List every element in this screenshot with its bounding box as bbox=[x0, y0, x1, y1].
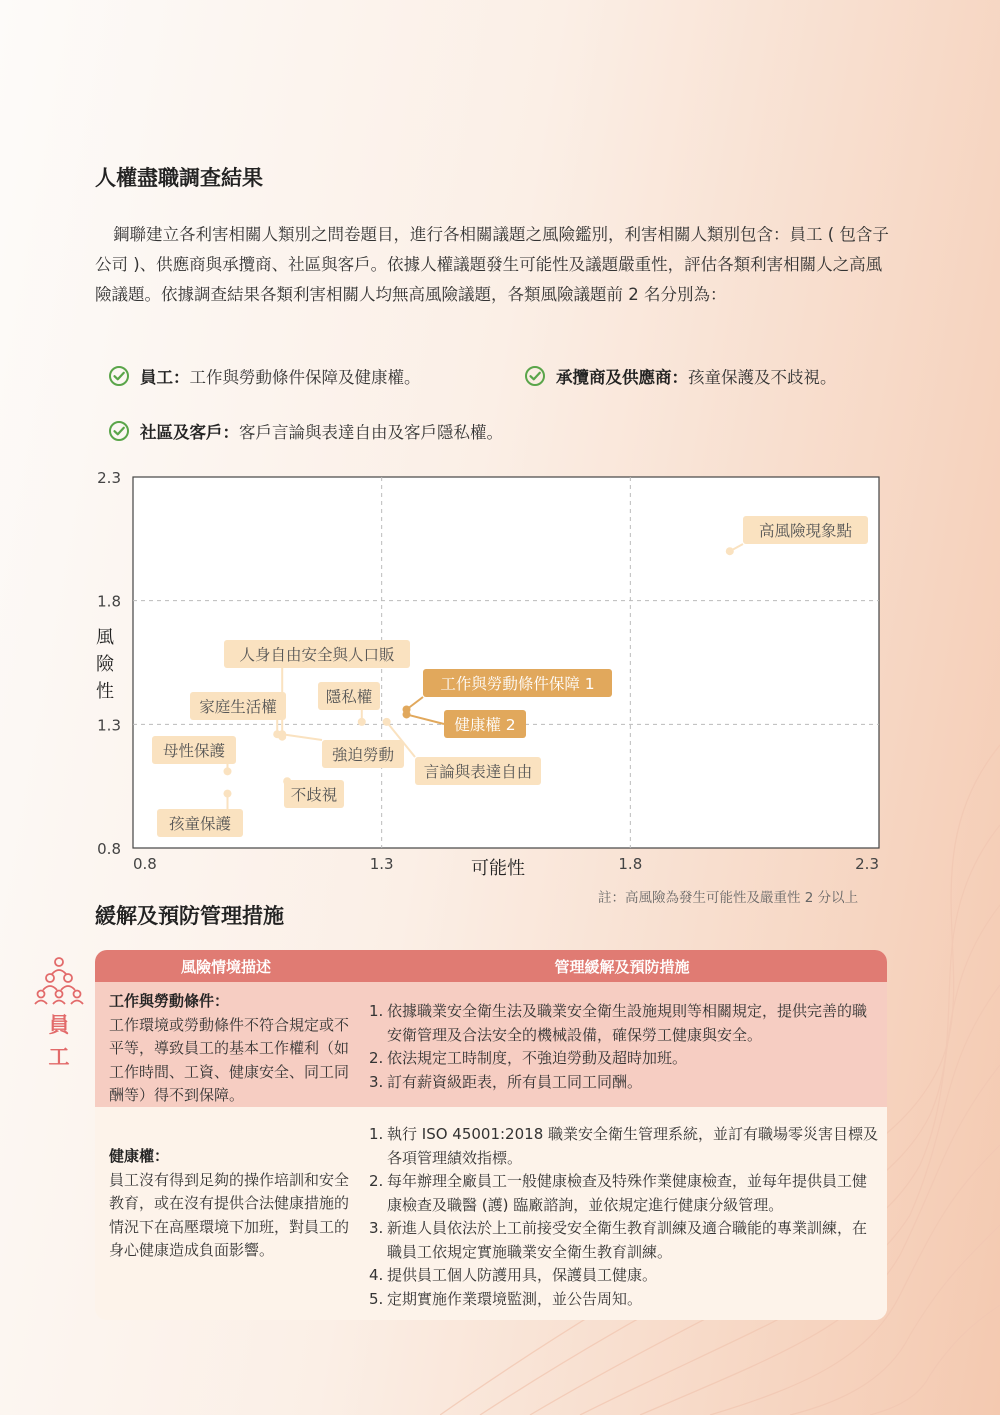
point-label: 母性保護 bbox=[162, 742, 226, 760]
point-label: 健康權 2 bbox=[454, 716, 516, 734]
data-point bbox=[358, 718, 366, 726]
y-axis-label: 險 bbox=[96, 654, 114, 675]
y-axis-label: 性 bbox=[96, 681, 114, 702]
table-row bbox=[95, 1107, 887, 1320]
list-item: 4. 提供員工個人防護用具，保護員工健康。 bbox=[369, 1266, 658, 1284]
point-label: 孩童保護 bbox=[168, 815, 232, 833]
risk-text: 工作環境或勞動條件不符合規定或不平等，導致員工的基本工作權利（如工作時間、工資、健康安全、同工同酬等）得不到保障。 bbox=[109, 1015, 350, 1104]
list-item: 2. 每年辦理全廠員工一般健康檢查及特殊作業健康檢查，並每年提供員工健康檢查及職醫 (護) 臨廠諮詢，並依規定進行健康分級管理。 bbox=[369, 1172, 868, 1214]
measure-list bbox=[369, 1123, 881, 1311]
employee-side-label bbox=[34, 955, 84, 1073]
y-tick-label: 1.8 bbox=[97, 592, 121, 611]
x-tick-label: 1.8 bbox=[618, 855, 643, 873]
side-label-char: 工 bbox=[48, 1045, 70, 1069]
top-issue-contractors bbox=[524, 364, 837, 388]
y-axis-label: 風 bbox=[96, 627, 114, 648]
data-point bbox=[223, 790, 231, 798]
issue-group: 員工： bbox=[140, 368, 190, 387]
table-header bbox=[95, 950, 887, 982]
list-item: 2. 依法規定工時制度，不強迫勞動及超時加班。 bbox=[369, 1049, 688, 1067]
x-axis-label: 可能性 bbox=[471, 858, 525, 879]
point-label: 隱私權 bbox=[325, 688, 373, 706]
point-label: 家庭生活權 bbox=[199, 698, 277, 716]
top-issue-employees bbox=[108, 364, 421, 388]
data-point bbox=[223, 767, 231, 775]
top-issue-community bbox=[108, 419, 503, 443]
col-header-risk: 風險情境描述 bbox=[180, 957, 271, 976]
check-circle-icon bbox=[524, 365, 546, 387]
mitigation-table bbox=[95, 950, 887, 1320]
list-item: 1. 依據職業安全衛生法及職業安全衛生設施規則等相關規定，提供完善的職安衛管理及合法安全的機械設備，確保勞工健康與安全。 bbox=[369, 1002, 868, 1044]
data-point bbox=[383, 718, 391, 726]
side-label-char: 員 bbox=[48, 1013, 70, 1037]
y-tick-label: 2.3 bbox=[97, 469, 121, 487]
side-label-text bbox=[34, 1009, 84, 1073]
section-title-mitigation: 緩解及預防管理措施 bbox=[95, 904, 284, 928]
data-point bbox=[283, 777, 291, 785]
x-tick-label: 0.8 bbox=[133, 855, 157, 873]
issue-text: 工作與勞動條件保障及健康權。 bbox=[189, 368, 421, 387]
chart-note: 註：高風險為發生可能性及嚴重性 2 分以上 bbox=[598, 890, 859, 906]
issue-text: 客戶言論與表達自由及客戶隱私權。 bbox=[239, 423, 503, 442]
issue-text: 孩童保護及不歧視。 bbox=[688, 368, 837, 387]
point-label: 人身自由安全與人口販 bbox=[239, 646, 395, 664]
list-item: 3. 新進人員依法於上工前接受安全衛生教育訓練及適合職能的專業訓練，在職員工依規定實施職業安全衛生教育訓練。 bbox=[369, 1219, 868, 1261]
risk-description bbox=[109, 990, 349, 1108]
data-point bbox=[278, 730, 286, 738]
y-tick-label: 1.3 bbox=[97, 716, 121, 735]
point-label: 強迫勞動 bbox=[331, 746, 395, 764]
risk-title: 健康權： bbox=[109, 1147, 170, 1165]
data-point bbox=[403, 710, 411, 718]
point-label: 言論與表達自由 bbox=[423, 763, 533, 781]
issue-group: 承攬商及供應商： bbox=[556, 368, 688, 387]
risk-title: 工作與勞動條件： bbox=[109, 992, 230, 1010]
issue-group: 社區及客戶： bbox=[140, 423, 239, 442]
x-tick-label: 1.3 bbox=[369, 855, 394, 873]
people-group-icon bbox=[34, 955, 84, 1005]
section-title-hrdd: 人權盡職調查結果 bbox=[95, 166, 263, 190]
risk-matrix-chart bbox=[0, 460, 1000, 910]
col-header-measures: 管理緩解及預防措施 bbox=[554, 957, 690, 976]
list-item: 3. 訂有薪資級距表，所有員工同工同酬。 bbox=[369, 1072, 643, 1091]
risk-text: 員工沒有得到足夠的操作培訓和安全教育，或在沒有提供合法健康措施的情況下在高壓環境下加班，對員工的身心健康造成負面影響。 bbox=[109, 1170, 350, 1259]
y-tick-label: 0.8 bbox=[97, 840, 121, 858]
list-item: 1. 執行 ISO 45001:2018 職業安全衛生管理系統，並訂有職場零災害目標及各項管理績效指標。 bbox=[369, 1125, 879, 1167]
list-item: 5. 定期實施作業環境監測，並公告周知。 bbox=[369, 1289, 643, 1308]
risk-description bbox=[109, 1145, 349, 1263]
measure-list bbox=[369, 1000, 881, 1094]
point-label: 工作與勞動條件保障 1 bbox=[440, 675, 595, 693]
check-circle-icon bbox=[108, 365, 130, 387]
table-row bbox=[95, 982, 887, 1107]
point-label: 不歧視 bbox=[290, 786, 338, 804]
check-circle-icon bbox=[108, 420, 130, 442]
point-label: 高風險現象點 bbox=[758, 522, 853, 540]
data-point bbox=[726, 547, 734, 555]
x-tick-label: 2.3 bbox=[855, 855, 879, 873]
intro-paragraph: 鋼聯建立各利害相關人類別之問卷題目，進行各相關議題之風險鑑別，利害相關人類別包含：員工 ( 包含子公司 )、供應商與承攬商、社區與客戶。依據人權議題發生可能性及議題嚴重性，評估各類利害相關人之高風險議題。依據調查結果各類利害相關人均無高風險議題，各類風險議題前 2 名分別為： bbox=[95, 225, 889, 304]
